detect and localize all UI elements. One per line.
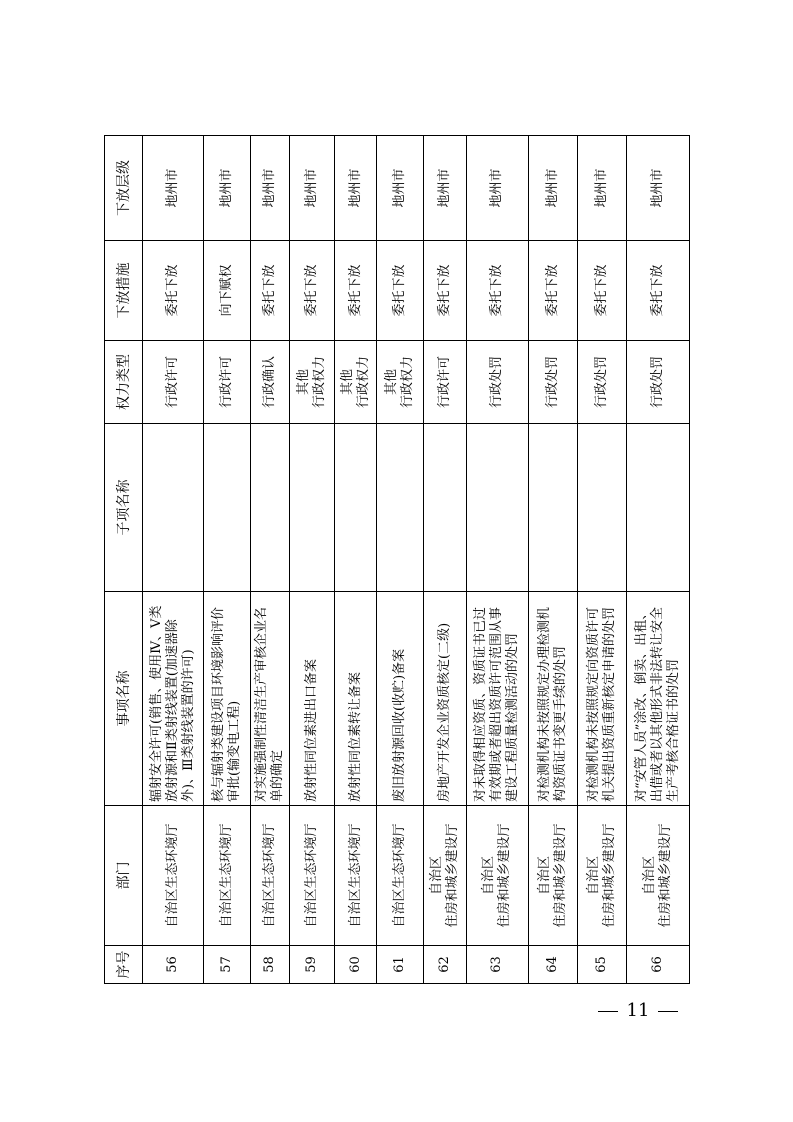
table-row <box>204 136 251 984</box>
dept-line: 自治区生态环境厅 <box>165 823 181 928</box>
table-row <box>466 136 529 984</box>
table-row <box>627 136 690 984</box>
power-line: 行政权力 <box>312 356 328 409</box>
cell-power <box>290 341 335 424</box>
footer-dash-right <box>658 1011 678 1012</box>
cell-dept <box>143 806 204 946</box>
cell-sub <box>424 424 466 592</box>
cell-seq: 57 <box>204 946 251 984</box>
cell-seq: 65 <box>578 946 627 984</box>
power-line: 行政确认 <box>262 356 278 409</box>
cell-item: 对实施强制性清洁生产审核企业名单的确定 <box>251 592 290 806</box>
cell-level: 地州市 <box>529 136 578 241</box>
cell-item: 对检测机构未按照规定办理检测机构资质证书变更手续的处罚 <box>529 592 578 806</box>
power-line: 行政处罚 <box>594 356 610 409</box>
cell-seq: 63 <box>466 946 529 984</box>
power-line: 行政处罚 <box>650 356 666 409</box>
cell-level: 地州市 <box>424 136 466 241</box>
cell-item: 放射性同位素转让备案 <box>334 592 376 806</box>
dept-line: 自治区 <box>481 856 497 896</box>
dept-line: 自治区生态环境厅 <box>347 823 363 928</box>
cell-power <box>578 341 627 424</box>
power-line: 行政处罚 <box>489 356 505 409</box>
cell-sub <box>251 424 290 592</box>
power-line: 行政许可 <box>165 356 181 409</box>
cell-level: 地州市 <box>290 136 335 241</box>
dept-line: 住房和城乡建设厅 <box>553 823 569 928</box>
cell-dept <box>578 806 627 946</box>
header-item: 事项名称 <box>105 592 143 806</box>
cell-dept <box>204 806 251 946</box>
cell-sub <box>627 424 690 592</box>
cell-measure: 委托下放 <box>424 241 466 341</box>
cell-level: 地州市 <box>251 136 290 241</box>
cell-power <box>466 341 529 424</box>
dept-line: 自治区 <box>586 856 602 896</box>
dept-line: 自治区 <box>428 856 444 896</box>
power-line: 行政权力 <box>400 356 416 409</box>
cell-sub <box>529 424 578 592</box>
cell-seq: 61 <box>377 946 424 984</box>
dept-line: 住房和城乡建设厅 <box>602 823 618 928</box>
dept-line: 自治区 <box>642 856 658 896</box>
table-row <box>529 136 578 984</box>
cell-seq: 56 <box>143 946 204 984</box>
cell-measure: 委托下放 <box>466 241 529 341</box>
cell-sub <box>466 424 529 592</box>
cell-seq: 58 <box>251 946 290 984</box>
cell-measure: 委托下放 <box>627 241 690 341</box>
cell-dept <box>251 806 290 946</box>
dept-line: 住房和城乡建设厅 <box>658 823 674 928</box>
cell-dept <box>627 806 690 946</box>
table-row <box>578 136 627 984</box>
header-sub: 子项名称 <box>105 424 143 592</box>
dept-line: 自治区生态环境厅 <box>304 823 320 928</box>
cell-seq: 60 <box>334 946 376 984</box>
dept-line: 自治区 <box>537 856 553 896</box>
cell-sub <box>377 424 424 592</box>
header-power: 权力类型 <box>105 341 143 424</box>
cell-sub <box>204 424 251 592</box>
cell-power <box>377 341 424 424</box>
cell-measure: 委托下放 <box>251 241 290 341</box>
cell-measure: 委托下放 <box>290 241 335 341</box>
power-line: 其他 <box>384 369 400 396</box>
cell-level: 地州市 <box>627 136 690 241</box>
dept-line: 自治区生态环境厅 <box>392 823 408 928</box>
power-line: 行政许可 <box>219 356 235 409</box>
cell-power <box>424 341 466 424</box>
cell-power <box>251 341 290 424</box>
cell-dept <box>466 806 529 946</box>
cell-sub <box>578 424 627 592</box>
cell-item: 核与辐射类建设项目环境影响评价审批(输变电工程) <box>204 592 251 806</box>
header-measure: 下放措施 <box>105 241 143 341</box>
dept-line: 自治区生态环境厅 <box>262 823 278 928</box>
cell-item: 对未取得相应资质、资质证书已过有效期或者超出资质许可范围从事建设工程质量检测活动的处罚 <box>466 592 529 806</box>
cell-sub <box>290 424 335 592</box>
cell-level: 地州市 <box>578 136 627 241</box>
cell-dept <box>424 806 466 946</box>
cell-level: 地州市 <box>377 136 424 241</box>
power-line: 其他 <box>339 369 355 396</box>
power-line: 行政许可 <box>436 356 452 409</box>
cell-measure: 委托下放 <box>377 241 424 341</box>
cell-seq: 66 <box>627 946 690 984</box>
page-number: 11 <box>626 1000 650 1021</box>
cell-measure: 向下赋权 <box>204 241 251 341</box>
dept-line: 住房和城乡建设厅 <box>444 823 460 928</box>
cell-power <box>204 341 251 424</box>
header-dept: 部门 <box>105 806 143 946</box>
cell-measure: 委托下放 <box>143 241 204 341</box>
cell-dept <box>290 806 335 946</box>
cell-seq: 62 <box>424 946 466 984</box>
table-row <box>334 136 376 984</box>
cell-power <box>627 341 690 424</box>
cell-level: 地州市 <box>204 136 251 241</box>
header-seq: 序号 <box>105 946 143 984</box>
header-row <box>105 136 143 984</box>
cell-level: 地州市 <box>466 136 529 241</box>
table-row <box>251 136 290 984</box>
cell-measure: 委托下放 <box>529 241 578 341</box>
cell-dept <box>529 806 578 946</box>
cell-dept <box>377 806 424 946</box>
cell-sub <box>334 424 376 592</box>
cell-item: 废旧放射源回收(收贮)备案 <box>377 592 424 806</box>
cell-level: 地州市 <box>143 136 204 241</box>
table-row <box>143 136 204 984</box>
dept-line: 住房和城乡建设厅 <box>497 823 513 928</box>
power-line: 行政处罚 <box>545 356 561 409</box>
cell-dept <box>334 806 376 946</box>
dept-line: 自治区生态环境厅 <box>219 823 235 928</box>
cell-item: 对“安管人员”涂改、倒卖、出租、出借或者以其他形式非法转让安全生产考核合格证书的处罚 <box>627 592 690 806</box>
page-footer <box>598 1000 688 1024</box>
cell-seq: 59 <box>290 946 335 984</box>
cell-item: 对检测机构未按照规定向资质许可机关提出资质重新核定申请的处罚 <box>578 592 627 806</box>
delegation-table <box>104 135 690 984</box>
table-row <box>290 136 335 984</box>
cell-power <box>334 341 376 424</box>
cell-seq: 64 <box>529 946 578 984</box>
header-level: 下放层级 <box>105 136 143 241</box>
cell-level: 地州市 <box>334 136 376 241</box>
cell-item: 放射性同位素进出口备案 <box>290 592 335 806</box>
table-row <box>377 136 424 984</box>
footer-dash-left <box>598 1011 618 1012</box>
cell-item: 辐射安全许可(销售、使用Ⅳ、Ⅴ类放射源和Ⅱ类射线装置(加速器除外)、Ⅲ类射线装置的许可) <box>143 592 204 806</box>
power-line: 行政权力 <box>355 356 371 409</box>
cell-measure: 委托下放 <box>578 241 627 341</box>
cell-power <box>529 341 578 424</box>
cell-power <box>143 341 204 424</box>
power-line: 其他 <box>296 369 312 396</box>
cell-sub <box>143 424 204 592</box>
cell-measure: 委托下放 <box>334 241 376 341</box>
table-row <box>424 136 466 984</box>
rotated-table-container <box>104 136 690 984</box>
cell-item: 房地产开发企业资质核定(二级) <box>424 592 466 806</box>
